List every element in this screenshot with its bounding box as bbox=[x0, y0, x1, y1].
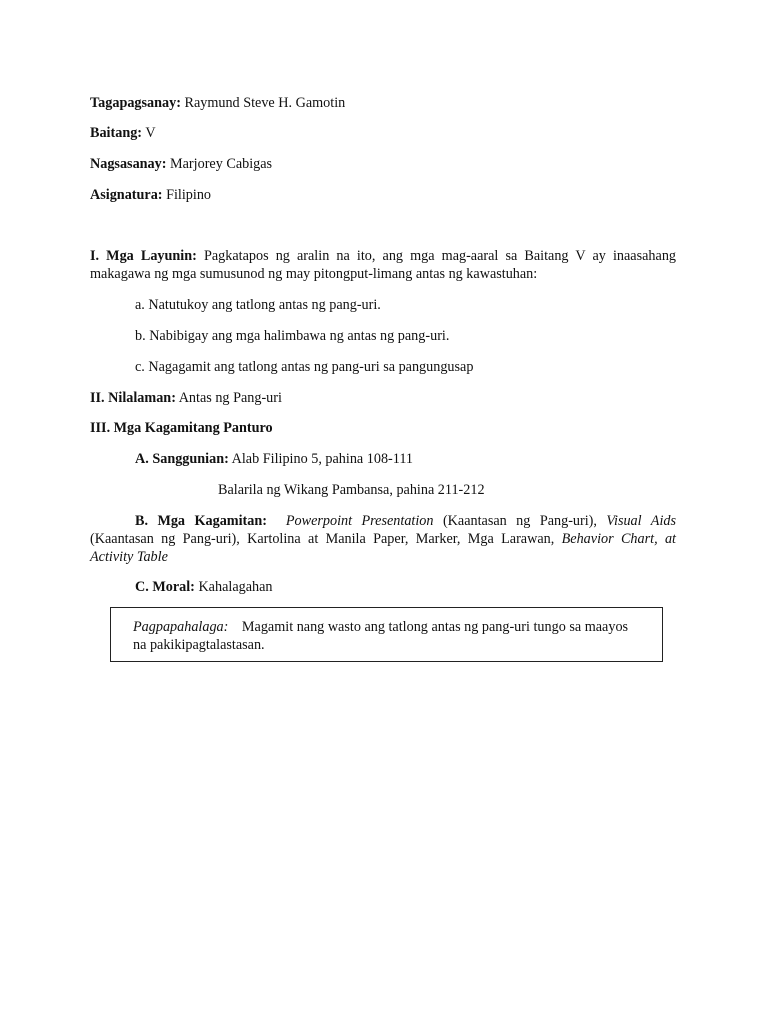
tools-part-5: Behavior Chart, at Activity Table bbox=[90, 531, 676, 565]
tools-paragraph bbox=[90, 512, 676, 566]
content-label: II. Nilalaman: bbox=[90, 390, 176, 406]
subject-value: Filipino bbox=[166, 187, 212, 203]
moral-value: Kahalagahan bbox=[198, 579, 273, 595]
references-label: A. Sanggunian: bbox=[135, 451, 229, 467]
content-line bbox=[90, 389, 282, 407]
grade-label: Baitang: bbox=[90, 125, 143, 141]
grade-line bbox=[90, 124, 156, 142]
valuing-text: Magamit nang wasto ang tatlong antas ng pang-uri tungo sa maayos na pakikipagtalastasan. bbox=[133, 619, 629, 653]
objective-item-a: a. Natutukoy ang tatlong antas ng pang-uri. bbox=[135, 297, 381, 313]
objective-item-c: c. Nagagamit ang tatlong antas ng pang-uri sa pangungusap bbox=[135, 359, 474, 375]
tools-part-3: Visual Aids bbox=[606, 513, 677, 529]
tools-label: B. Mga Kagamitan: bbox=[135, 513, 267, 529]
grade-value: V bbox=[145, 125, 156, 141]
materials-heading bbox=[90, 419, 273, 437]
valuing-box-text bbox=[133, 618, 633, 654]
references-line bbox=[135, 450, 413, 468]
teacher-label: Nagsasanay: bbox=[90, 156, 167, 172]
objectives-text: Pagkatapos ng aralin na ito, ang mga mag-aaral sa Baitang V ay inaasahang makagawa ng mga sumusunod ng may pitongput-limang antas ng kawastuhan: bbox=[90, 248, 677, 282]
trainer-label: Tagapagsanay: bbox=[90, 95, 181, 111]
moral-label: C. Moral: bbox=[135, 579, 195, 595]
tools-part-4: (Kaantasan ng Pang-uri), Kartolina at Manila Paper, Marker, Mga Larawan, bbox=[90, 531, 562, 547]
moral-line bbox=[135, 578, 273, 596]
objective-item-b: b. Nabibigay ang mga halimbawa ng antas ng pang-uri. bbox=[135, 328, 450, 344]
content-value: Antas ng Pang-uri bbox=[178, 390, 282, 406]
materials-heading-text: III. Mga Kagamitang Panturo bbox=[90, 420, 273, 436]
subject-line bbox=[90, 186, 211, 204]
subject-label: Asignatura: bbox=[90, 187, 163, 203]
trainer-line bbox=[90, 94, 345, 112]
objectives-label: I. Mga Layunin: bbox=[90, 248, 197, 264]
references-value-1: Alab Filipino 5, pahina 108-111 bbox=[231, 451, 414, 467]
trainer-value: Raymund Steve H. Gamotin bbox=[184, 95, 346, 111]
tools-part-1: Powerpoint Presentation bbox=[285, 513, 434, 529]
teacher-line bbox=[90, 155, 272, 173]
valuing-box bbox=[110, 607, 663, 662]
teacher-value: Marjorey Cabigas bbox=[170, 156, 273, 172]
tools-part-2: (Kaantasan ng Pang-uri), bbox=[433, 513, 607, 529]
references-value-2: Balarila ng Wikang Pambansa, pahina 211-212 bbox=[218, 482, 485, 498]
objectives-paragraph bbox=[90, 247, 676, 283]
valuing-label: Pagpapahalaga: bbox=[133, 619, 229, 635]
